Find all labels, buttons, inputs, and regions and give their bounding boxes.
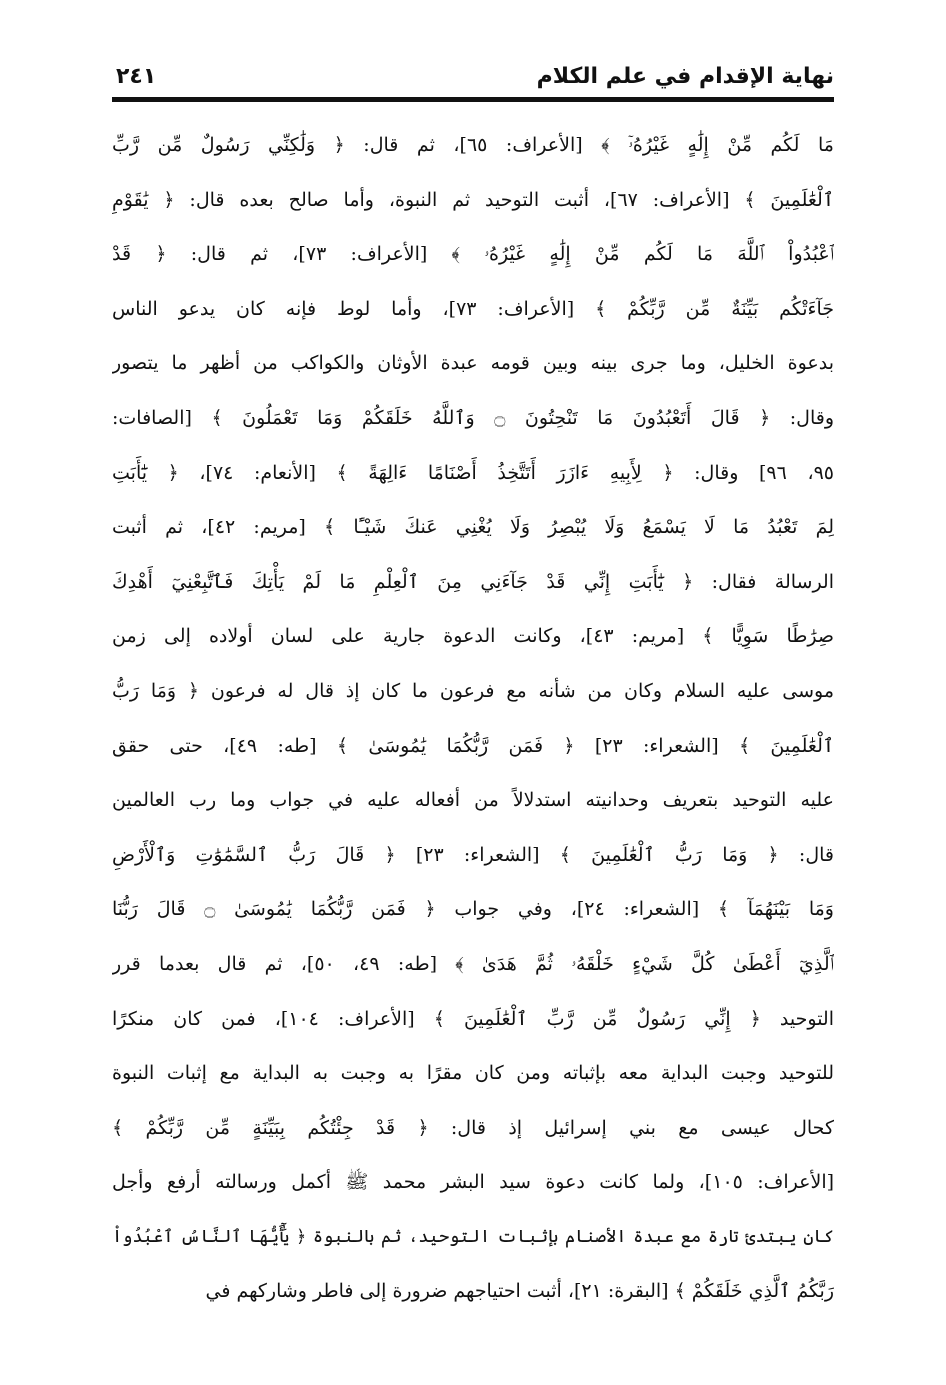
text-line: وَمَا بَيْنَهُمَآ ﴾ [الشعراء: ٢٤]، وفي جواب ﴿ فَمَن رَّبُّكُمَا يَٰمُوسَىٰ ۝ قَالَ رَبُّنَا [112,898,834,921]
text-line: بدعوة الخليل، وما جرى بينه وبين قومه عبدة الأوثان والكواكب من أظهر ما يتصور [112,352,834,375]
text-line: عليه التوحيد بتعريف وحدانيته استدلالاً من أفعاله عليه في جواب وما رب العالمين [112,789,834,812]
page-number: ٢٤١ [116,64,157,89]
text-line: كان يبتدئ تارة مع عبدة الأصنام بإثبات التوحيد، ثم بالنبوة ﴿ يَٰٓأَيُّهَا ٱلنَّاسُ ٱعْبُدُواْ [112,1226,834,1247]
text-line: جَآءَتْكُم بَيِّنَةٌ مِّن رَّبِّكُمْ ﴾ [الأعراف: ٧٣]، وأما لوط فإنه كان يدعو الناس [112,297,834,320]
header-rule [112,97,834,102]
text-line: ٱلْعَٰلَمِينَ ﴾ [الأعراف: ٦٧]، أثبت التوحيد ثم النبوة، وأما صالح بعده قال: ﴿ يَٰقَوْمِ [112,188,834,211]
text-line: ٩٥، ٩٦] وقال: ﴿ لِأَبِيهِ ءَازَرَ أَتَتَّخِذُ أَصْنَامًا ءَالِهَةً ﴾ [الأنعام: ٧٤]، ﴿ يَٰٓأَبَتِ [112,461,834,484]
text-line: لِمَ تَعْبُدُ مَا لَا يَسْمَعُ وَلَا يُبْصِرُ وَلَا يُغْنِي عَنكَ شَيْـًٔا ﴾ [مريم: ٤٢]، ثم أثبت [112,516,834,539]
book-title: نهاية الإقدام في علم الكلام [536,64,834,89]
text-line: [الأعراف: ١٠٥]، ولما كانت دعوة سيد البشر محمد ﷺ أكمل ورسالته أرفع وأجل [112,1171,834,1194]
running-header [112,58,834,102]
text-line: وقال: ﴿ قَالَ أَتَعْبُدُونَ مَا تَنْحِتُونَ ۝ وَٱللَّهُ خَلَقَكُمْ وَمَا تَعْمَلُونَ ﴾ [الصافات: [112,406,834,429]
text-line: للتوحيد وجبت البداية معه بإثباته ومن كان مقرًا به وجبت به البداية مع إثبات النبوة [112,1062,834,1085]
text-line: موسى عليه السلام وكان من شأنه مع فرعون ما كان إذ قال له فرعون ﴿ وَمَا رَبُّ [112,679,834,702]
text-line: ٱعْبُدُواْ ٱللَّهَ مَا لَكُم مِّنْ إِلَٰهٍ غَيْرُهُۥ ﴾ [الأعراف: ٧٣]، ثم قال: ﴿ قَدْ [112,243,834,266]
text-line: التوحيد ﴿ إِنِّي رَسُولٌ مِّن رَّبِّ ٱلْعَٰلَمِينَ ﴾ [الأعراف: ١٠٤]، فمن كان منكرًا [112,1007,834,1030]
text-line: قال: ﴿ وَمَا رَبُّ ٱلْعَٰلَمِينَ ﴾ [الشعراء: ٢٣] ﴿ قَالَ رَبُّ ٱلسَّمَٰوَٰتِ وَٱلْأَرْضِ [112,843,834,866]
text-line: ٱلْعَٰلَمِينَ ﴾ [الشعراء: ٢٣] ﴿ فَمَن رَّبُّكُمَا يَٰمُوسَىٰ ﴾ [طه: ٤٩]، حتى حقق [112,734,834,757]
text-line: ٱلَّذِيٓ أَعْطَىٰ كُلَّ شَيْءٍ خَلْقَهُۥ ثُمَّ هَدَىٰ ﴾ [طه: ٤٩، ٥٠]، ثم قال بعدما قرر [112,952,834,975]
body-text [112,118,834,1319]
text-line: الرسالة فقال: ﴿ يَٰٓأَبَتِ إِنِّي قَدْ جَآءَنِي مِنَ ٱلْعِلْمِ مَا لَمْ يَأْتِكَ فَٱتَّبِعْنِيٓ أَهْدِكَ [112,570,834,593]
text-line: رَبَّكُمُ ٱلَّذِي خَلَقَكُمْ ﴾ [البقرة: ٢١]، أثبت احتياجهم ضرورة إلى فاطر وشاركهم في [205,1280,834,1303]
text-line: صِرَٰطًا سَوِيًّا ﴾ [مريم: ٤٣]، وكانت الدعوة جارية على لسان أولاده إلى زمن [112,625,834,648]
text-line: كحال عيسى مع بني إسرائيل إذ قال: ﴿ قَدْ جِئْتُكُم بِبَيِّنَةٍ مِّن رَّبِّكُمْ ﴾ [112,1116,834,1139]
text-line: مَا لَكُم مِّنْ إِلَٰهٍ غَيْرُهُۥٓ ﴾ [الأعراف: ٦٥]، ثم قال: ﴿ وَلَٰكِنِّي رَسُولٌ مِّن رَّبِّ [112,134,834,156]
